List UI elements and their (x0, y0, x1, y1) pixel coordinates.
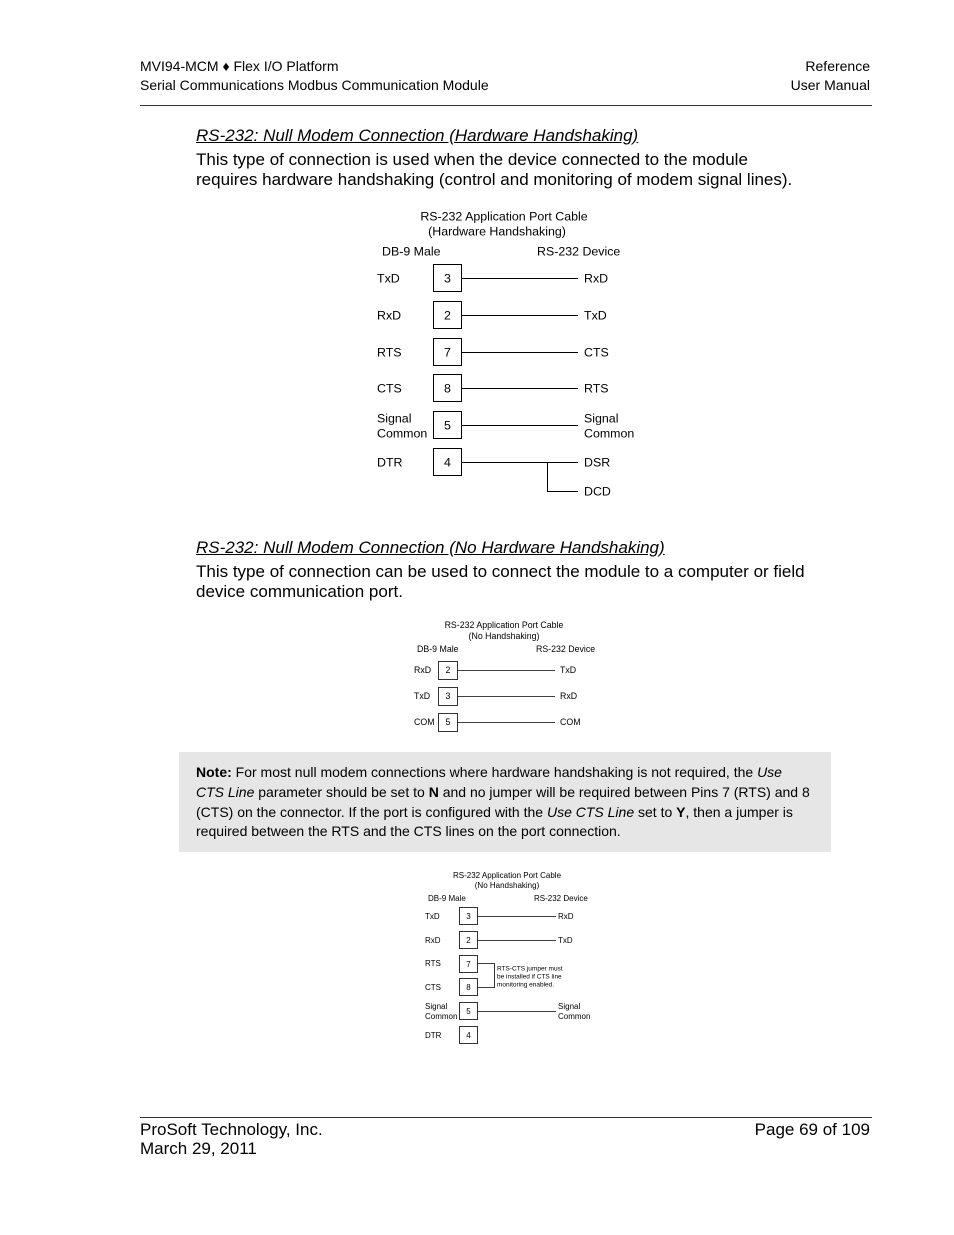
right-signal-label: RxD (558, 911, 574, 921)
left-signal-label: DTR (425, 1030, 442, 1040)
right-signal-label: TxD (584, 308, 607, 323)
section-body-line: This type of connection can be used to connect the module to a computer or field (196, 561, 805, 581)
pin-number: 8 (466, 982, 471, 992)
right-signal-label: TxD (558, 935, 573, 945)
left-signal-label: Common (377, 426, 428, 441)
right-signal-label: Signal (558, 1001, 581, 1011)
left-signal-label: Common (425, 1011, 458, 1021)
header-section: Reference (805, 58, 870, 74)
left-connector-header: DB-9 Male (382, 244, 441, 259)
note-text: , then a jumper is (685, 804, 793, 820)
right-signal-label: DSR (584, 455, 611, 470)
header-product: MVI94-MCM ♦ Flex I/O Platform (140, 58, 339, 74)
pin-number: 2 (444, 308, 451, 323)
diagram-title: RS-232 Application Port Cable (452, 870, 562, 880)
right-signal-label: Common (558, 1011, 591, 1021)
no-handshake-cable-diagram (405, 615, 610, 735)
hw-handshake-cable-diagram (360, 200, 660, 505)
diagram-subtitle: (No Handshaking) (474, 880, 540, 890)
note-term: Use CTS Line (546, 804, 635, 820)
pin-number: 5 (466, 1006, 471, 1016)
jumper-note-line: RTS-CTS jumper must (497, 965, 563, 973)
note-value: Y (676, 804, 686, 820)
diagram-subtitle: (Hardware Handshaking) (428, 224, 566, 239)
footer-rule (140, 1117, 872, 1118)
diagram-subtitle: (No Handshaking) (468, 631, 540, 642)
pin-number: 2 (466, 935, 471, 945)
left-connector-header: DB-9 Male (428, 893, 466, 903)
right-signal-label: DCD (584, 484, 611, 499)
branch-wire (548, 463, 579, 492)
footer-page-number: Page 69 of 109 (754, 1119, 870, 1139)
left-signal-label: CTS (377, 381, 402, 396)
header-doc-type: User Manual (790, 77, 870, 93)
right-signal-label: RxD (584, 271, 609, 286)
footer-date: March 29, 2011 (140, 1138, 257, 1158)
right-signal-label: COM (560, 717, 581, 728)
note-line (196, 785, 810, 799)
jumper-bracket (478, 964, 495, 988)
note-value: N (428, 784, 439, 800)
right-connector-header: RS-232 Device (534, 893, 588, 903)
section-body-line: requires hardware handshaking (control and monitoring of modem signal lines). (196, 169, 793, 189)
jumper-note-line: be installed if CTS line (497, 973, 562, 981)
note-line (196, 765, 782, 779)
right-signal-label: Signal (584, 411, 619, 426)
left-signal-label: DTR (377, 455, 403, 470)
note-term: Use (757, 764, 782, 780)
note-term: CTS Line (196, 784, 255, 800)
jumper-cable-diagram (415, 866, 600, 1048)
left-signal-label: TxD (425, 911, 440, 921)
left-signal-label: COM (414, 717, 435, 728)
pin-number: 5 (444, 418, 451, 433)
footer-company: ProSoft Technology, Inc. (140, 1119, 323, 1139)
left-signal-label: TxD (414, 691, 431, 702)
section-heading-hw: RS-232: Null Modem Connection (Hardware Handshaking) (196, 125, 639, 145)
note-text: For most null modem connections where hardware handshaking is not required, the (231, 764, 758, 780)
right-signal-label: CTS (584, 345, 609, 360)
pin-number: 7 (466, 959, 471, 969)
diagram-title: RS-232 Application Port Cable (444, 620, 564, 631)
left-signal-label: CTS (425, 982, 441, 992)
right-signal-label: RTS (584, 381, 609, 396)
pin-number: 5 (445, 717, 451, 728)
left-signal-label: RxD (377, 308, 402, 323)
left-signal-label: RxD (414, 665, 432, 676)
left-signal-label: RTS (377, 345, 402, 360)
header-rule (140, 105, 872, 106)
header-module: Serial Communications Modbus Communication Module (140, 77, 489, 93)
left-signal-label: Signal (377, 411, 412, 426)
jumper-note-line: monitoring enabled. (497, 981, 555, 989)
pin-number: 3 (444, 271, 451, 286)
note-text: required between the RTS and the CTS lines on the port connection. (196, 823, 621, 839)
left-signal-label: TxD (377, 271, 400, 286)
left-signal-label: RxD (425, 935, 441, 945)
section-body-line: device communication port. (196, 581, 403, 601)
pin-number: 4 (466, 1030, 471, 1040)
section-body-line: This type of connection is used when the device connected to the module (196, 149, 748, 169)
pin-number: 3 (445, 691, 451, 702)
right-signal-label: Common (584, 426, 635, 441)
pin-number: 2 (445, 665, 451, 676)
note-text: parameter should be set to (254, 784, 429, 800)
note-text: and no jumper will be required between Pins 7 (RTS) and 8 (438, 784, 810, 800)
pin-number: 8 (444, 381, 451, 396)
left-signal-label: RTS (425, 958, 441, 968)
pin-number: 4 (444, 455, 451, 470)
diagram-title: RS-232 Application Port Cable (420, 209, 588, 224)
note-text: set to (634, 804, 677, 820)
section-heading-no-hs: RS-232: Null Modem Connection (No Hardware Handshaking) (196, 537, 665, 557)
note-line (196, 805, 793, 819)
pin-number: 7 (444, 345, 451, 360)
left-signal-label: Signal (425, 1001, 448, 1011)
right-connector-header: RS-232 Device (537, 244, 621, 259)
right-signal-label: RxD (560, 691, 578, 702)
right-signal-label: TxD (560, 665, 577, 676)
pin-number: 3 (466, 911, 471, 921)
note-text: (CTS) on the connector. If the port is configured with the (196, 804, 547, 820)
note-line (196, 824, 621, 838)
left-connector-header: DB-9 Male (417, 644, 459, 655)
right-connector-header: RS-232 Device (536, 644, 596, 655)
note-label: Note: (196, 764, 232, 780)
